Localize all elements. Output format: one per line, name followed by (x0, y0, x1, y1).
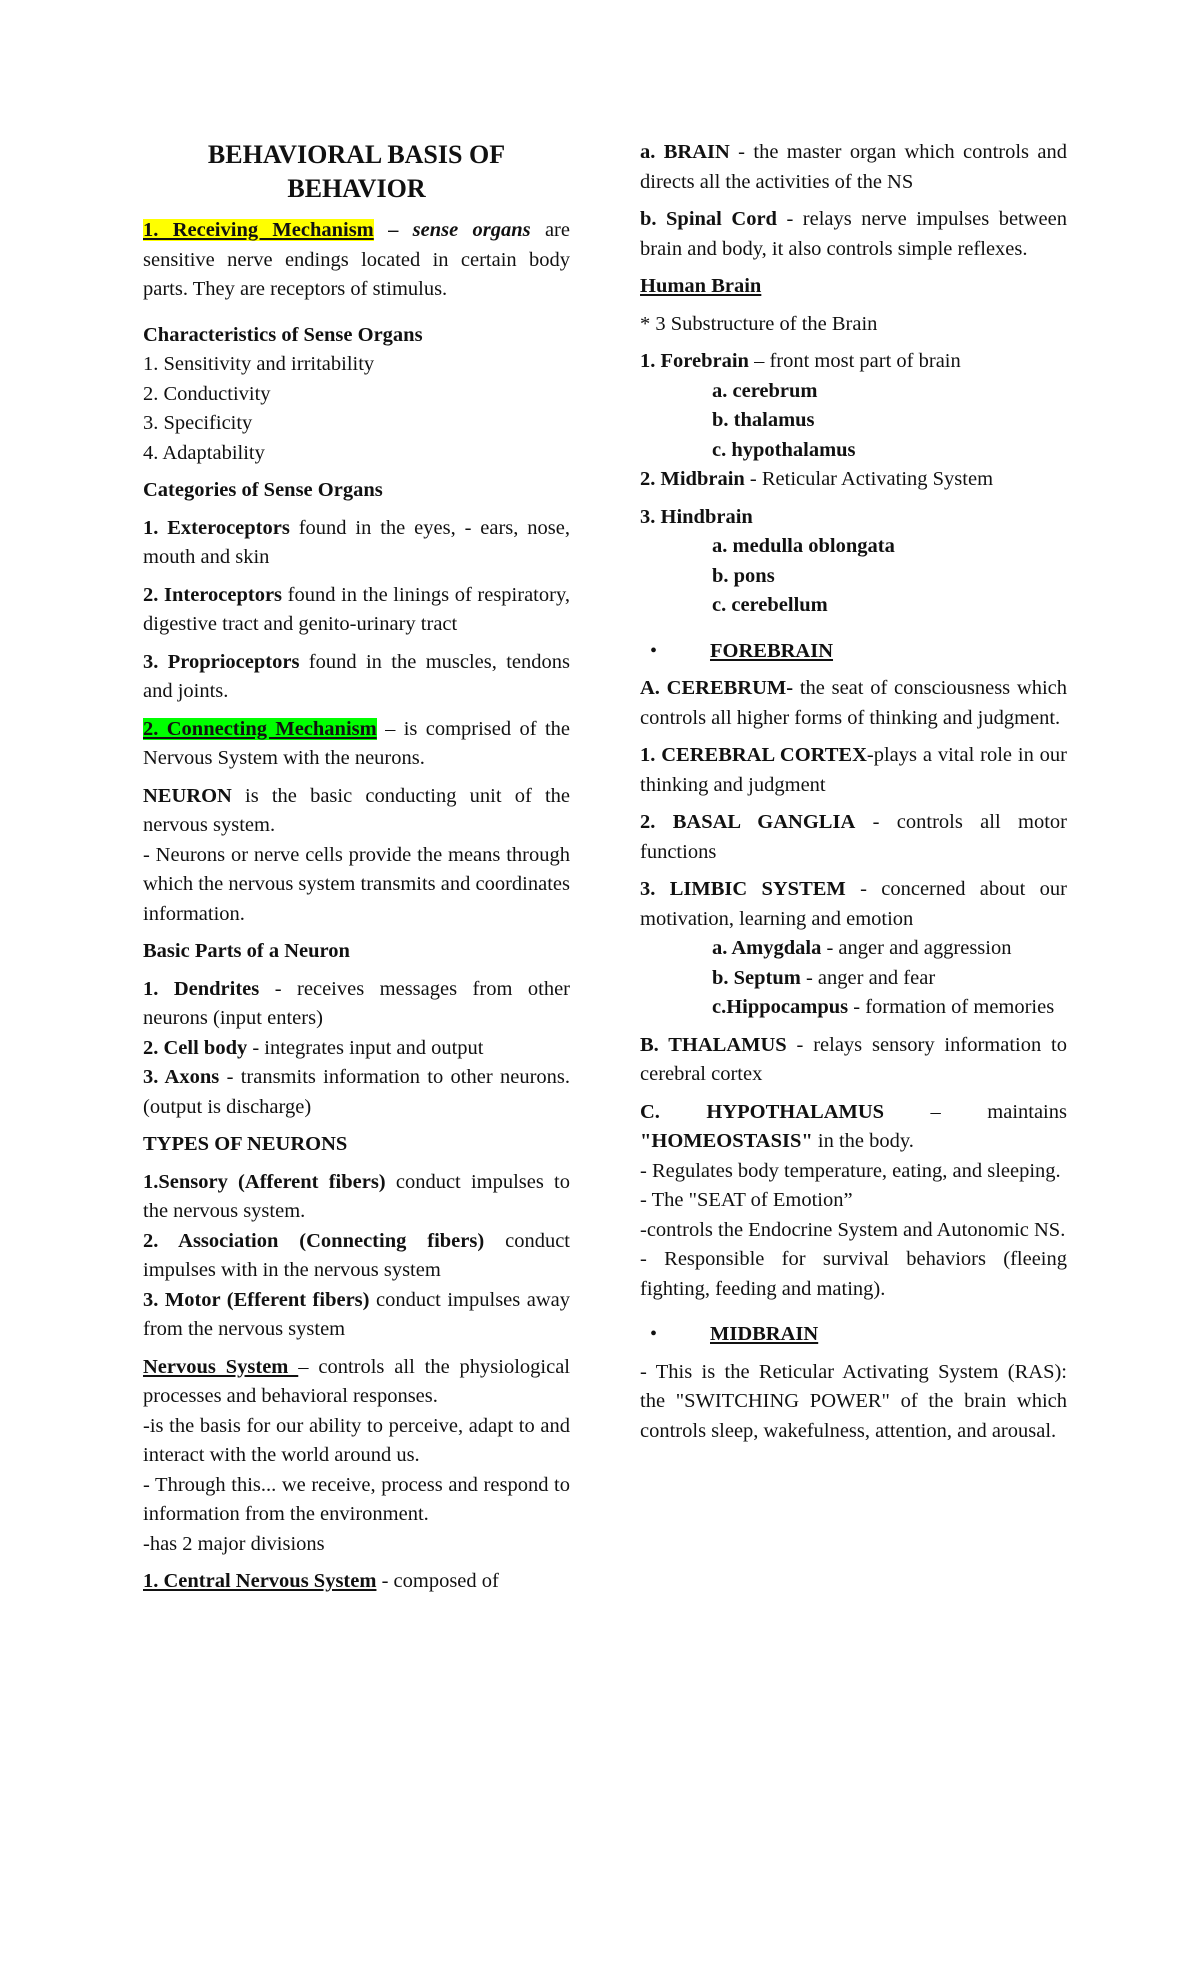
hypothalamus-line: - The "SEAT of Emotion” (640, 1189, 853, 1211)
category-item: 2. Interoceptors found in the linings of respiratory, digestive tract and genito-urinary tract (143, 583, 570, 635)
cerebrum-paragraph: A. CEREBRUM- the seat of consciousness which controls all higher forms of thinking and judgment. (640, 677, 1067, 729)
limbic-item: b. Septum - anger and fear (712, 966, 936, 989)
neuron-description: - Neurons or nerve cells provide the means through which the nervous system transmits and coordinates information. (143, 843, 570, 925)
receiving-mechanism-heading: 1. Receiving Mechanism (143, 219, 374, 241)
forebrain-section-heading: • FOREBRAIN (640, 637, 1067, 667)
basic-parts-heading: Basic Parts of a Neuron (143, 940, 350, 962)
hindbrain-item: c. cerebellum (712, 594, 828, 616)
spinal-cord-definition: b. Spinal Cord - relays nerve impulses between brain and body, it also controls simple reflexes. (640, 208, 1067, 260)
characteristics-heading: Characteristics of Sense Organs (143, 323, 423, 346)
basal-ganglia-paragraph: 2. BASAL GANGLIA - controls all motor functions (640, 811, 1067, 863)
hindbrain-line: 3. Hindbrain (640, 505, 753, 528)
neuron-part: 2. Cell body - integrates input and output (143, 1036, 484, 1059)
midbrain-section-heading: • MIDBRAIN (640, 1320, 1067, 1350)
midbrain-line: 2. Midbrain - Reticular Activating System (640, 468, 994, 490)
hypothalamus-line: - Regulates body temperature, eating, and sleeping. (640, 1159, 1061, 1182)
left-column (143, 138, 570, 1597)
category-item: 3. Proprioceptors found in the muscles, tendons and joints. (143, 650, 570, 702)
hindbrain-item: a. medulla oblongata (712, 535, 895, 557)
document-title: BEHAVIORAL BASIS OF BEHAVIOR (207, 140, 506, 203)
forebrain-item: b. thalamus (712, 409, 815, 431)
char-item: 2. Conductivity (143, 382, 271, 405)
nervous-system-paragraph: Nervous System – controls all the physiological processes and behavioral responses. (143, 1355, 570, 1407)
connecting-mechanism-paragraph: 2. Connecting Mechanism – is comprised of the Nervous System with the neurons. (143, 717, 570, 769)
limbic-item: a. Amygdala - anger and aggression (712, 937, 1012, 959)
limbic-item: c.Hippocampus - formation of memories (712, 996, 1055, 1018)
cns-heading: 1. Central Nervous System (143, 1570, 377, 1592)
hypothalamus-paragraph: C. HYPOTHALAMUS – maintains "HOMEOSTASIS" in the body. (640, 1100, 1067, 1152)
forebrain-item: c. hypothalamus (712, 438, 856, 461)
receiving-mechanism-paragraph: 1. Receiving Mechanism – sense organs are sensitive nerve endings located in certain body parts. They are receptors of stimulus. (143, 219, 570, 300)
neuron-part: 1. Dendrites - receives messages from other neurons (input enters) (143, 977, 571, 1029)
neuron-type: 2. Association (Connecting fibers) conduct impulses with in the nervous system (143, 1229, 570, 1281)
hypothalamus-line: - Responsible for survival behaviors (fleeing fighting, feeding and mating). (640, 1248, 1067, 1300)
nervous-system-heading: Nervous System (143, 1355, 299, 1378)
nervous-system-line: -is the basis for our ability to perceive, adapt to and interact with the world around us. (143, 1414, 570, 1466)
nervous-system-line: - Through this... we receive, process and respond to information from the environment. (143, 1473, 570, 1525)
bullet-icon: • (650, 639, 658, 662)
hypothalamus-line: -controls the Endocrine System and Autonomic NS. (640, 1218, 1066, 1241)
types-of-neurons-heading: TYPES OF NEURONS (143, 1133, 348, 1155)
categories-heading: Categories of Sense Organs (143, 479, 383, 501)
right-column (640, 138, 1067, 1446)
forebrain-line: 1. Forebrain – front most part of brain (640, 350, 961, 372)
cns-paragraph: 1. Central Nervous System - composed of (143, 1570, 499, 1592)
neuron-type: 1.Sensory (Afferent fibers) conduct impulses to the nervous system. (143, 1170, 570, 1222)
limbic-system-paragraph: 3. LIMBIC SYSTEM - concerned about our motivation, learning and emotion (640, 878, 1067, 930)
char-item: 4. Adaptability (143, 441, 265, 464)
ras-paragraph: - This is the Reticular Activating System (RAS): the "SWITCHING POWER" of the brain which controls sleep, wakefulness, attention, and arousal. (640, 1360, 1067, 1442)
substructure-line: * 3 Substructure of the Brain (640, 312, 878, 335)
char-item: 1. Sensitivity and irritability (143, 353, 375, 375)
hindbrain-item: b. pons (712, 564, 775, 587)
neuron-part: 3. Axons - transmits information to other neurons. (output is discharge) (143, 1066, 570, 1118)
neuron-type: 3. Motor (Efferent fibers) conduct impulses away from the nervous system (143, 1288, 570, 1340)
human-brain-heading: Human Brain (640, 275, 762, 297)
bullet-icon: • (650, 1323, 658, 1345)
thalamus-paragraph: B. THALAMUS - relays sensory information to cerebral cortex (640, 1033, 1067, 1085)
cerebral-cortex-paragraph: 1. CEREBRAL CORTEX-plays a vital role in our thinking and judgment (640, 744, 1068, 796)
forebrain-item: a. cerebrum (712, 379, 818, 402)
category-item: 1. Exteroceptors found in the eyes, - ears, nose, mouth and skin (143, 516, 570, 568)
neuron-definition: NEURON is the basic conducting unit of the nervous system. (143, 784, 570, 836)
char-item: 3. Specificity (143, 412, 253, 434)
brain-definition: a. BRAIN - the master organ which controls and directs all the activities of the NS (640, 141, 1067, 193)
nervous-system-line: -has 2 major divisions (143, 1532, 325, 1555)
connecting-mechanism-heading: 2. Connecting Mechanism (143, 717, 377, 740)
